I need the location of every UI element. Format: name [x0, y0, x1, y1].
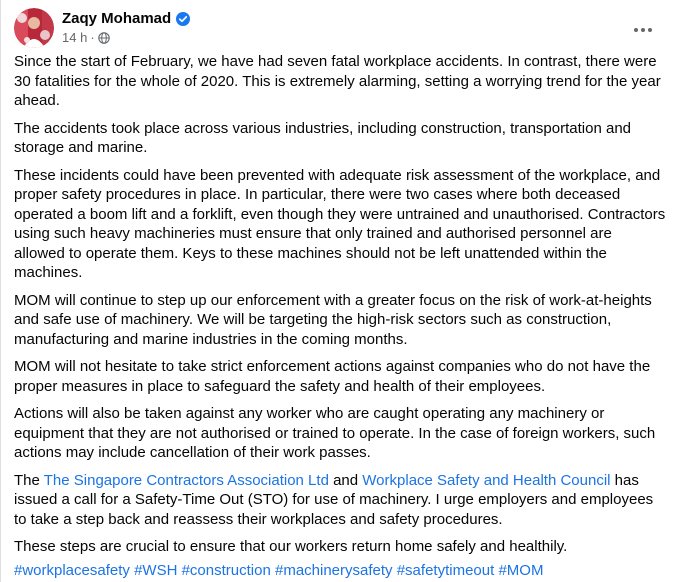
- hashtag-link[interactable]: #MOM: [498, 561, 544, 579]
- paragraph-enforcement: MOM will continue to step up our enforcement with a greater focus on the risk of work-at-heights and safe use of machinery. We will be targeting the high-risk sectors such as construction, manufacturing and marine industries in the coming months.: [14, 291, 652, 348]
- link-singapore-contractors-association[interactable]: The Singapore Contractors Association Ltd: [43, 471, 329, 489]
- paragraph-worker-actions: Actions will also be taken against any worker who are caught operating any machinery or equipment that they are not authorised or trained to operate. In the case of foreign workers, such actions may include cancellation of their work passes.: [14, 405, 656, 461]
- post-header: [14, 8, 664, 50]
- paragraph-text: and: [328, 471, 363, 489]
- hashtag-link[interactable]: #construction: [181, 561, 271, 579]
- meta-separator: ·: [90, 30, 95, 45]
- post-meta: [62, 30, 110, 45]
- more-options-icon: [633, 20, 653, 38]
- paragraph-text: has issued a call for a Safety-Time Out (STO) for use of machinery. I urge employers and employees to take a step back and reassess their workplaces and safety procedures.: [14, 471, 654, 528]
- paragraph-text: The: [14, 471, 44, 489]
- paragraph-company-actions: MOM will not hesitate to take strict enforcement actions against companies who do not have the proper measures in place to safeguard the safety and health of their employees.: [14, 358, 651, 395]
- author-line: [62, 10, 190, 27]
- verified-badge-icon: [176, 12, 190, 26]
- author-name[interactable]: Zaqy Mohamad: [62, 10, 172, 27]
- hashtag-link[interactable]: #machinerysafety: [274, 561, 393, 579]
- paragraph-prevention: These incidents could have been prevented with adequate risk assessment of the workplace, and proper safety procedures in place. In particular, there were two cases where both deceased operated a boom lift and a forklift, even though they were untrained and unauthorised. Contractors using such heavy machineries must ensure that only trained and authorised personnel are allowed to operate them. Keys to these machines should not be left unattended within the machines.: [14, 166, 666, 281]
- paragraph-safety-time-out: [14, 471, 666, 530]
- hashtag-link[interactable]: #safetytimeout: [396, 561, 495, 579]
- hashtag-link[interactable]: #workplacesafety: [14, 561, 130, 579]
- avatar-image: [14, 8, 54, 48]
- paragraph-closing: These steps are crucial to ensure that our workers return home safely and healthily.: [14, 538, 568, 555]
- post-timestamp[interactable]: 14 h: [62, 30, 88, 45]
- hashtag-link[interactable]: #WSH: [134, 561, 178, 579]
- globe-icon[interactable]: [98, 32, 110, 44]
- post-body: [14, 52, 666, 580]
- avatar[interactable]: [14, 8, 54, 48]
- paragraph-fatal-accidents: Since the start of February, we have had seven fatal workplace accidents. In contrast, there were 30 fatalities for the whole of 2020. This is extremely alarming, setting a worrying trend for the year ahead.: [14, 53, 661, 109]
- more-options-button[interactable]: [628, 14, 658, 44]
- link-wsh-council[interactable]: Workplace Safety and Health Council: [362, 471, 611, 489]
- paragraph-industries: The accidents took place across various industries, including construction, transportation and storage and marine.: [14, 119, 631, 156]
- hashtag-list: [14, 561, 666, 581]
